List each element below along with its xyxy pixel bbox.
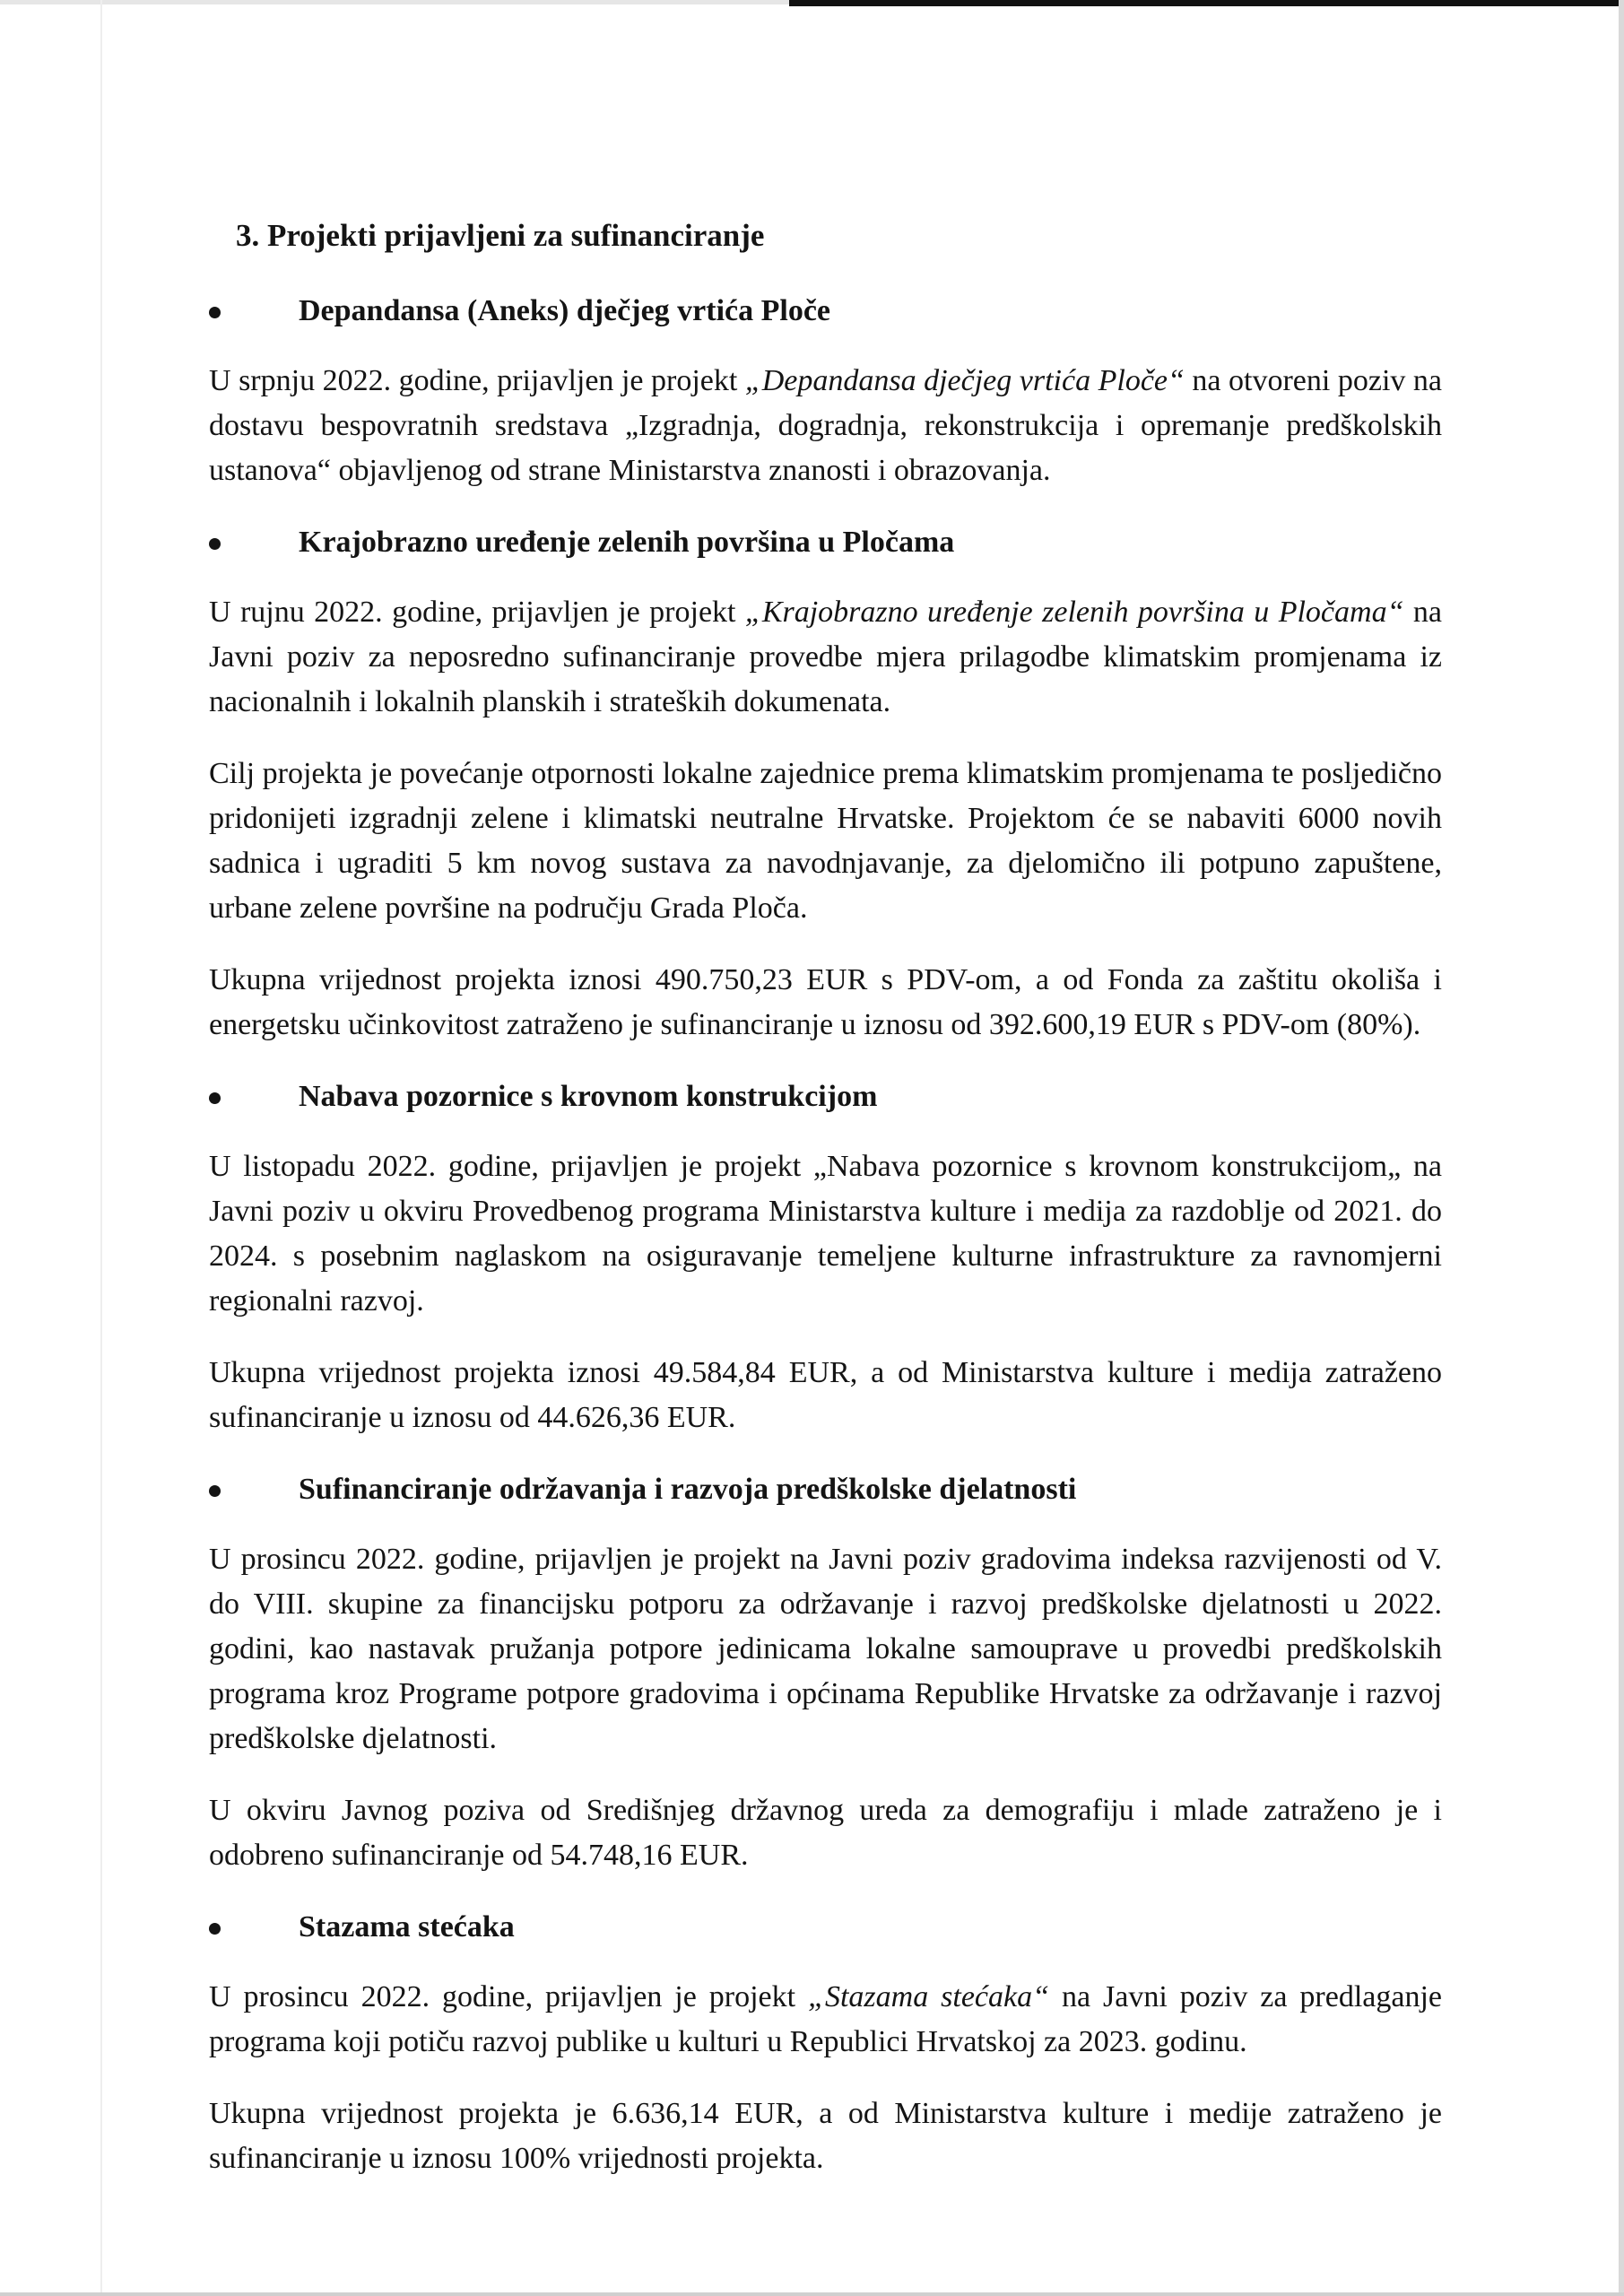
project-heading-text: Sufinanciranje održavanja i razvoja predškolske djelatnosti (299, 1473, 1077, 1506)
paragraph-text: U listopadu 2022. godine, prijavljen je projekt „Nabava pozornice s krovnom konstrukcijom„ na Javni poziv u okviru Provedbenog programa Ministarstva kulture i medija za razdoblje od 2021. do 2024. s posebnim naglaskom na osiguravanje temeljene kulturne infrastrukture za ravnomjerni regionalni razvoj. (209, 1150, 1442, 1318)
paragraph-text: na otvoreni poziv na dostavu bespovratnih sredstava „Izgradnja, dogradnja, rekonstrukcija i opremanje predškolskih ustanova“ objavljenog od strane Ministarstva znanosti i obrazovanja. (209, 364, 1442, 487)
scan-top-edge (0, 0, 789, 4)
project-paragraph (209, 590, 1442, 725)
project-section (209, 1074, 1442, 1440)
paragraph-text: Ukupna vrijednost projekta je 6.636,14 EUR, a od Ministarstva kulture i medije zatraženo je sufinanciranje u iznosu 100% vrijednosti projekta. (209, 2097, 1442, 2175)
project-paragraph (209, 1788, 1442, 1878)
document-page (209, 204, 1442, 2208)
bullet-dot-icon (209, 307, 221, 318)
paragraph-text: U okviru Javnog poziva od Središnjeg državnog ureda za demografiju i mlade zatraženo je i odobreno sufinanciranje od 54.748,16 EUR. (209, 1794, 1442, 1872)
section-title: 3. Projekti prijavljeni za sufinanciranje (236, 218, 765, 253)
paragraph-text: Ukupna vrijednost projekta iznosi 49.584,84 EUR, a od Ministarstva kulture i medija zatraženo sufinanciranje u iznosu od 44.626,36 EUR. (209, 1356, 1442, 1434)
paragraph-text: Cilj projekta je povećanje otpornosti lokalne zajednice prema klimatskim promjenama te posljedično pridonijeti izgradnji zelene i klimatski neutralne Hrvatske. Projektom će se nabaviti 6000 novih sadnica i ugraditi 5 km novog sustava za navodnjavanje, za djelomično ili potpuno zapuštene, urbane zelene površine na području Grada Ploča. (209, 757, 1442, 925)
project-section (209, 1467, 1442, 1878)
project-name-italic: „Krajobrazno uređenje zelenih površina u Pločama“ (744, 596, 1404, 629)
project-name-italic: „Stazama stećaka“ (808, 1980, 1050, 2013)
bullet-dot-icon (209, 538, 221, 550)
project-paragraph (209, 1537, 1442, 1761)
project-section (209, 520, 1442, 1048)
project-name-italic: „Depandansa dječjeg vrtića Ploče“ (744, 364, 1185, 397)
scan-right-edge (1619, 0, 1624, 2296)
project-paragraph (209, 1975, 1442, 2065)
project-heading (209, 1467, 1442, 1512)
paragraph-text: U prosincu 2022. godine, prijavljen je projekt na Javni poziv gradovima indeksa razvijenosti od V. do VIII. skupine za financijsku potporu za održavanje i razvoj predškolske djelatnosti u 2022. godini, kao nastavak pružanja potpore jedinicama lokalne samouprave u provedbi predškolskih programa kroz Programe potpore gradovima i općinama Republike Hrvatske za održavanje i razvoj predškolske djelatnosti. (209, 1543, 1442, 1755)
bullet-dot-icon (209, 1923, 221, 1935)
project-list (209, 289, 1442, 2181)
paragraph-text: U prosincu 2022. godine, prijavljen je projekt (209, 1980, 809, 2013)
paragraph-text: na Javni poziv za neposredno sufinanciranje provedbe mjera prilagodbe klimatskim promjenama iz nacionalnih i lokalnih planskih i strateških dokumenata. (209, 596, 1442, 718)
project-heading (209, 1074, 1442, 1119)
paragraph-text: U srpnju 2022. godine, prijavljen je projekt (209, 364, 745, 397)
project-paragraph (209, 2092, 1442, 2181)
paragraph-text: Ukupna vrijednost projekta iznosi 490.750,23 EUR s PDV-om, a od Fonda za zaštitu okoliša i energetsku učinkovitost zatraženo je sufinanciranje u iznosu od 392.600,19 EUR s PDV-om (80%). (209, 963, 1442, 1041)
project-paragraph (209, 752, 1442, 931)
project-paragraph (209, 958, 1442, 1048)
project-heading-text: Krajobrazno uređenje zelenih površina u Pločama (299, 526, 955, 559)
project-heading-text: Nabava pozornice s krovnom konstrukcijom (299, 1080, 878, 1113)
project-heading-text: Stazama stećaka (299, 1910, 515, 1944)
project-section (209, 1905, 1442, 2181)
project-heading (209, 520, 1442, 565)
project-paragraph (209, 1144, 1442, 1324)
scan-top-bar (789, 0, 1624, 6)
paragraph-text: U rujnu 2022. godine, prijavljen je projekt (209, 596, 745, 629)
scan-left-edge (100, 0, 102, 2296)
paragraph-text: na Javni poziv za predlaganje programa koji potiču razvoj publike u kulturi u Republici Hrvatskoj za 2023. godinu. (209, 1980, 1443, 2058)
project-paragraph (209, 1351, 1442, 1440)
project-heading (209, 1905, 1442, 1950)
project-paragraph (209, 359, 1442, 493)
project-heading-text: Depandansa (Aneks) dječjeg vrtića Ploče (299, 294, 831, 327)
bullet-dot-icon (209, 1485, 221, 1497)
scan-bottom-edge (0, 2292, 1624, 2296)
bullet-dot-icon (209, 1092, 221, 1104)
project-heading (209, 289, 1442, 334)
project-section (209, 289, 1442, 493)
